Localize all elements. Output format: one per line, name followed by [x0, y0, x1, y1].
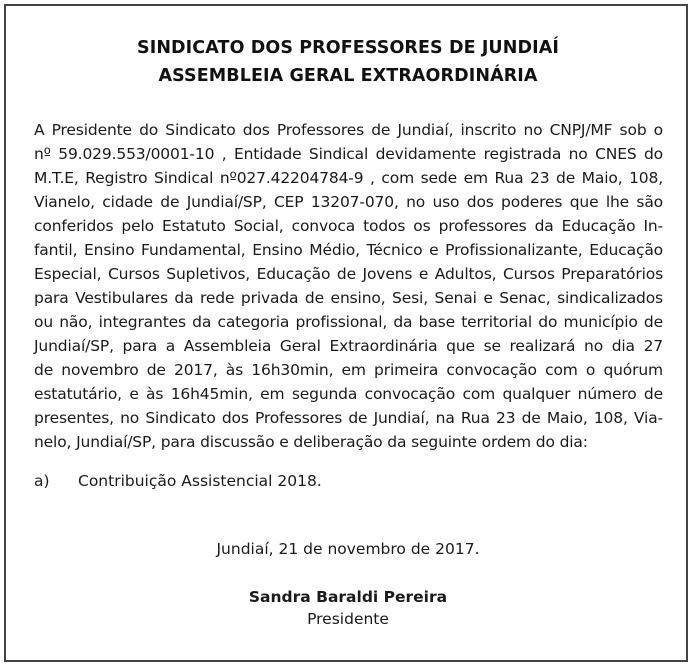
paragraph-line: estatutário, e às 16h45min, em segunda convocação com qualquer número de: [34, 385, 663, 403]
document-title: SINDICATO DOS PROFESSORES DE JUNDIAÍ: [137, 38, 559, 58]
paragraph-line: presentes, no Sindicato dos Professores de Jundiaí, na Rua 23 de Maio, 108, Via-: [34, 409, 663, 427]
paragraph-line: para Vestibulares da rede privada de ensino, Sesi, Senai e Senac, sindicalizados: [34, 289, 663, 307]
paragraph-line: nº 59.029.553/0001-10 , Entidade Sindical devidamente registrada no CNES do: [34, 145, 663, 163]
paragraph-line: M.T.E, Registro Sindical nº027.42204784-9 , com sede em Rua 23 de Maio, 108,: [34, 169, 663, 187]
paragraph-line: conferidos pelo Estatuto Social, convoca todos os professores da Educação In-: [34, 217, 663, 235]
convocation-paragraph: [34, 118, 663, 454]
paragraph-line: Vianelo, cidade de Jundiaí/SP, CEP 13207-070, no uso dos poderes que lhe são: [34, 193, 663, 211]
document-subtitle: ASSEMBLEIA GERAL EXTRAORDINÁRIA: [158, 66, 538, 86]
paragraph-line: ou não, integrantes da categoria profissional, da base territorial do município de: [34, 313, 663, 331]
agenda-item-letter: a): [34, 472, 50, 490]
paragraph-line: de novembro de 2017, às 16h30min, em primeira convocação com o quórum: [34, 361, 663, 379]
paragraph-line: nelo, Jundiaí/SP, para discussão e deliberação da seguinte ordem do dia:: [34, 433, 588, 451]
paragraph-line: A Presidente do Sindicato dos Professores de Jundiaí, inscrito no CNPJ/MF sob o: [34, 121, 663, 139]
document-date: Jundiaí, 21 de novembro de 2017.: [216, 540, 480, 558]
signer-role: Presidente: [307, 610, 389, 628]
agenda-item: [34, 469, 322, 493]
paragraph-line: Especial, Cursos Supletivos, Educação de Jovens e Adultos, Cursos Preparatórios: [34, 265, 663, 283]
paragraph-line: fantil, Ensino Fundamental, Ensino Médio, Técnico e Profissionalizante, Educação: [34, 241, 663, 259]
signer-name: Sandra Baraldi Pereira: [248, 588, 448, 606]
agenda-item-text: Contribuição Assistencial 2018.: [78, 472, 322, 490]
paragraph-line: Jundiaí/SP, para a Assembleia Geral Extraordinária que se realizará no dia 27: [34, 337, 663, 355]
